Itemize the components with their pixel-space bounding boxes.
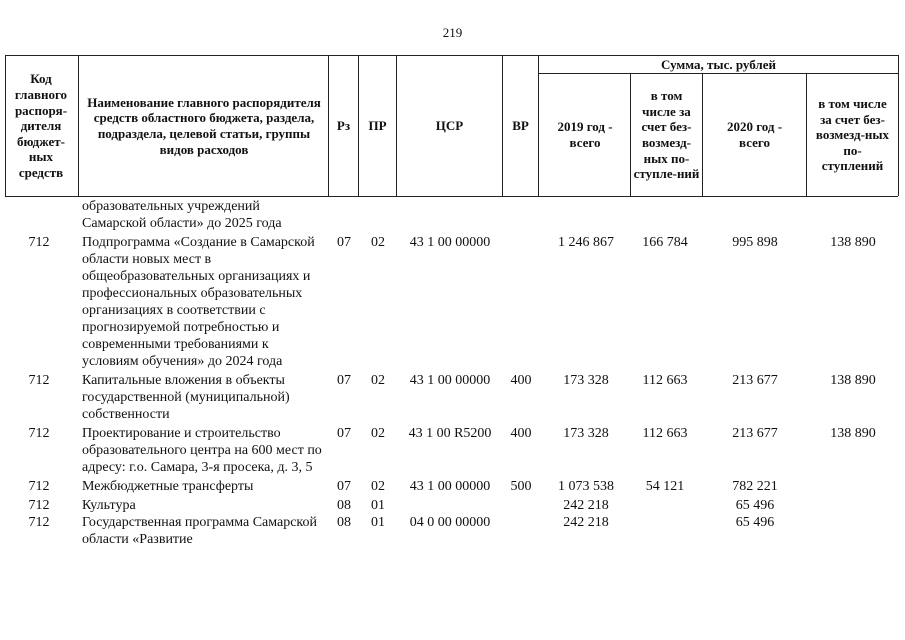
header-csr: ЦСР: [435, 118, 464, 134]
row-name: Капитальные вложения в объекты государственной (муниципальной) собственности: [82, 373, 290, 422]
row-2019-free: 112 663: [642, 373, 688, 388]
row-code: 712: [28, 373, 50, 388]
row-2020-free: 138 890: [830, 235, 876, 250]
header-2020-free: в том числе за счет без-возмезд-ных по-ступлений: [815, 96, 890, 174]
header-pr: ПР: [368, 118, 387, 134]
row-rz: 08: [337, 515, 351, 530]
header-code: Код главного распоря-дителя бюджет-ных средств: [14, 71, 68, 180]
col-border: [5, 55, 6, 196]
row-2020-total: 65 496: [735, 498, 775, 513]
row-name: Проектирование и строительство образовательного центра на 600 мест по адресу: г.о. Самара, 3-я просека, д. 3, 5: [82, 426, 322, 475]
row-name: образовательных учреждений Самарской области» до 2025 года: [82, 199, 282, 231]
row-name: Подпрограмма «Создание в Самарской области новых мест в общеобразовательных организациях и профессиональных образовательных организациях в соответствии с прогнозируемой потребностью и современными требованиями к условиям обучения» до 2024 года: [82, 235, 315, 369]
row-rz: 08: [337, 498, 351, 513]
row-rz: 07: [337, 235, 351, 250]
row-rz: 07: [337, 426, 351, 441]
header-2019-total: 2019 год - всего: [557, 119, 613, 150]
row-csr: 04 0 00 00000: [409, 515, 491, 530]
row-name: Государственная программа Самарской области «Развитие: [82, 515, 318, 547]
row-pr: 02: [371, 235, 385, 250]
row-vr: 500: [510, 479, 532, 494]
row-rz: 07: [337, 479, 351, 494]
row-code: 712: [28, 479, 50, 494]
row-2020-total: 213 677: [732, 373, 778, 388]
row-code: 712: [28, 426, 50, 441]
header-name: Наименование главного распорядителя средств областного бюджета, раздела, подраздела, целевой статьи, группы видов расходов: [87, 94, 321, 157]
table-row: [0, 497, 905, 514]
header-bottom-border: [5, 196, 898, 197]
row-csr: 43 1 00 R5200: [408, 426, 492, 441]
col-border: [898, 55, 899, 196]
header-2019-free: в том числе за счет без-возмезд-ных по-ступле-ний: [633, 88, 700, 182]
row-pr: 02: [371, 426, 385, 441]
row-2020-free: 138 890: [830, 373, 876, 388]
row-2020-free: 138 890: [830, 426, 876, 441]
row-csr: 43 1 00 00000: [409, 479, 491, 494]
table-row: [0, 514, 905, 548]
table-row: [0, 478, 905, 495]
page-number: 219: [442, 25, 463, 40]
table-row: [0, 425, 905, 476]
row-2019-total: 1 073 538: [558, 479, 614, 494]
row-pr: 01: [371, 498, 385, 513]
row-vr: 400: [510, 373, 532, 388]
row-name: Межбюджетные трансферты: [82, 479, 254, 494]
table-body: [0, 198, 905, 548]
header-rz: Рз: [336, 118, 351, 134]
table-row: [0, 372, 905, 423]
row-2020-total: 213 677: [732, 426, 778, 441]
row-csr: 43 1 00 00000: [409, 373, 491, 388]
row-csr: 43 1 00 00000: [409, 235, 491, 250]
row-2019-free: 54 121: [645, 479, 685, 494]
row-2019-total: 242 218: [563, 498, 609, 513]
col-border: [78, 55, 79, 196]
row-name: Культура: [82, 498, 136, 513]
row-2020-total: 782 221: [732, 479, 778, 494]
row-2019-total: 1 246 867: [558, 235, 614, 250]
row-2019-total: 173 328: [563, 426, 609, 441]
row-pr: 02: [371, 373, 385, 388]
row-2019-total: 173 328: [563, 373, 609, 388]
row-code: 712: [28, 235, 50, 250]
col-border: [538, 55, 539, 196]
header-vr: ВР: [512, 118, 529, 134]
sum-group-divider: [538, 73, 898, 74]
row-pr: 02: [371, 479, 385, 494]
row-2019-free: 112 663: [642, 426, 688, 441]
row-pr: 01: [371, 515, 385, 530]
header-2020-total: 2020 год - всего: [726, 119, 783, 150]
row-code: 712: [28, 498, 50, 513]
header-sum: Сумма, тыс. рублей: [661, 56, 776, 72]
table-row: [0, 198, 905, 232]
row-2019-free: 166 784: [642, 235, 688, 250]
row-vr: 400: [510, 426, 532, 441]
table-row: [0, 234, 905, 370]
row-2020-total: 995 898: [732, 235, 778, 250]
row-code: 712: [28, 515, 50, 530]
row-2019-total: 242 218: [563, 515, 609, 530]
row-rz: 07: [337, 373, 351, 388]
row-2020-total: 65 496: [735, 515, 775, 530]
